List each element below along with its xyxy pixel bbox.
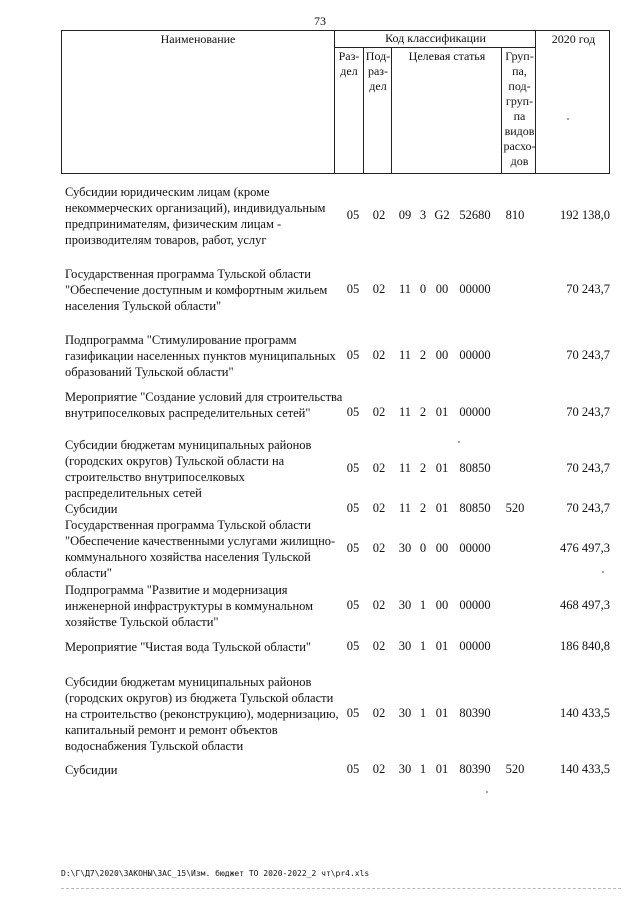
header-name-cell bbox=[62, 31, 334, 173]
header-podrazdel: Под- раз- дел bbox=[363, 47, 392, 173]
table-row bbox=[61, 437, 610, 503]
row-name: Субсидии юридическим лицам (кроме некоммерческих организаций), индивидуальным предпринимателям, физическим лицам - производителям товаров, работ, услуг bbox=[65, 185, 326, 247]
row-amount: 70 243,7 bbox=[566, 405, 610, 419]
row-amount: 140 433,5 bbox=[560, 706, 610, 720]
row-name: Подпрограмма "Стимулирование программ газификации населенных пунктов муниципальных образований Тульской области" bbox=[65, 333, 336, 379]
row-target-program: 30 bbox=[398, 762, 412, 776]
header-classification: Код классификации bbox=[335, 31, 536, 48]
row-target-code: 00000 bbox=[459, 348, 491, 362]
row-amount: 70 243,7 bbox=[566, 282, 610, 296]
table-header bbox=[61, 30, 610, 174]
row-target-event: 01 bbox=[435, 405, 449, 419]
header-gruppa: Груп- па, под- груп- па видов расхо- дов bbox=[501, 47, 537, 173]
row-target-code: 80850 bbox=[459, 461, 491, 475]
row-target-event: 01 bbox=[435, 501, 449, 515]
row-podrazdel: 02 bbox=[372, 348, 386, 362]
row-podrazdel: 02 bbox=[372, 282, 386, 296]
row-target-code: 00000 bbox=[459, 598, 491, 612]
row-target-event: 01 bbox=[435, 762, 449, 776]
table-row bbox=[61, 266, 610, 316]
row-target-event: 00 bbox=[435, 282, 449, 296]
row-target-subprogram: 1 bbox=[419, 762, 427, 776]
row-name: Субсидии бюджетам муниципальных районов (городских округов) Тульской области на строительство внутрипоселковых распределительных сетей bbox=[65, 438, 312, 500]
row-amount: 70 243,7 bbox=[566, 348, 610, 362]
row-target-event: 00 bbox=[435, 348, 449, 362]
row-amount: 186 840,8 bbox=[560, 639, 610, 653]
row-target-event: 00 bbox=[435, 598, 449, 612]
row-target-subprogram: 2 bbox=[419, 348, 427, 362]
row-target-program: 11 bbox=[398, 461, 412, 475]
scan-speck bbox=[458, 441, 460, 443]
scan-speck bbox=[567, 118, 569, 120]
row-name: Субсидии бюджетам муниципальных районов (городских округов) из бюджета Тульской области на строительство (реконструкцию), модернизацию, капитальный ремонт и ремонт объектов водоснабжения Тульской области bbox=[65, 675, 339, 753]
row-name: Государственная программа Тульской области "Обеспечение качественными услугами жилищно-коммунального хозяйства населения Тульской области" bbox=[65, 518, 336, 580]
table-row bbox=[61, 517, 610, 583]
row-razdel: 05 bbox=[346, 348, 360, 362]
row-target-subprogram: 1 bbox=[419, 598, 427, 612]
row-name: Субсидии bbox=[65, 502, 118, 516]
row-podrazdel: 02 bbox=[372, 762, 386, 776]
row-razdel: 05 bbox=[346, 501, 360, 515]
row-target-code: 00000 bbox=[459, 282, 491, 296]
row-name: Мероприятие "Создание условий для строительства внутрипоселковых распределительных сетей" bbox=[65, 390, 343, 420]
row-razdel: 05 bbox=[346, 208, 360, 222]
header-classification-cell bbox=[334, 31, 536, 173]
row-expense-group: 810 bbox=[505, 208, 525, 222]
table-row bbox=[61, 639, 610, 657]
row-name: Государственная программа Тульской области "Обеспечение доступным и комфортным жильем населения Тульской области" bbox=[65, 267, 328, 313]
row-target-program: 11 bbox=[398, 405, 412, 419]
table-row bbox=[61, 184, 610, 250]
row-target-subprogram: 2 bbox=[419, 461, 427, 475]
row-target-subprogram: 1 bbox=[419, 639, 427, 653]
row-name: Субсидии bbox=[65, 763, 118, 777]
row-target-subprogram: 0 bbox=[419, 541, 427, 555]
file-path-footer: D:\Г\Д7\2020\ЗАКОНЫ\ЗАС_15\Изм. бюджет ТО 2020-2022_2 чт\pr4.xls bbox=[61, 869, 370, 878]
row-amount: 192 138,0 bbox=[560, 208, 610, 222]
row-amount: 468 497,3 bbox=[560, 598, 610, 612]
row-razdel: 05 bbox=[346, 541, 360, 555]
row-razdel: 05 bbox=[346, 405, 360, 419]
row-target-program: 11 bbox=[398, 348, 412, 362]
row-target-program: 30 bbox=[398, 598, 412, 612]
row-target-code: 80850 bbox=[459, 501, 491, 515]
row-target-event: 01 bbox=[435, 461, 449, 475]
row-podrazdel: 02 bbox=[372, 501, 386, 515]
row-razdel: 05 bbox=[346, 598, 360, 612]
bottom-divider bbox=[61, 888, 621, 889]
scan-speck bbox=[486, 791, 488, 793]
header-year: 2020 год bbox=[551, 32, 596, 46]
row-podrazdel: 02 bbox=[372, 405, 386, 419]
row-razdel: 05 bbox=[346, 282, 360, 296]
row-target-event: 01 bbox=[435, 639, 449, 653]
row-target-program: 11 bbox=[398, 282, 412, 296]
row-target-event: 00 bbox=[435, 541, 449, 555]
row-razdel: 05 bbox=[346, 706, 360, 720]
row-name: Мероприятие "Чистая вода Тульской области" bbox=[65, 640, 312, 654]
row-target-program: 30 bbox=[398, 541, 412, 555]
row-podrazdel: 02 bbox=[372, 461, 386, 475]
row-target-program: 11 bbox=[398, 501, 412, 515]
header-year-cell bbox=[535, 31, 611, 173]
row-target-event: 01 bbox=[435, 706, 449, 720]
row-target-program: 30 bbox=[398, 639, 412, 653]
row-target-code: 80390 bbox=[459, 706, 491, 720]
row-name: Подпрограмма "Развитие и модернизация инженерной инфраструктуры в коммунальном хозяйстве Тульской области" bbox=[65, 583, 314, 629]
table-row bbox=[61, 674, 610, 756]
row-amount: 140 433,5 bbox=[560, 762, 610, 776]
row-amount: 70 243,7 bbox=[566, 461, 610, 475]
row-target-code: 80390 bbox=[459, 762, 491, 776]
row-podrazdel: 02 bbox=[372, 598, 386, 612]
row-target-code: 00000 bbox=[459, 405, 491, 419]
row-target-subprogram: 0 bbox=[419, 282, 427, 296]
row-razdel: 05 bbox=[346, 639, 360, 653]
header-name: Наименование bbox=[160, 32, 236, 46]
row-podrazdel: 02 bbox=[372, 639, 386, 653]
header-razdel: Раз- дел bbox=[338, 49, 360, 78]
row-target-subprogram: 2 bbox=[419, 405, 427, 419]
row-target-program: 30 bbox=[398, 706, 412, 720]
table-row bbox=[61, 332, 610, 382]
row-expense-group: 520 bbox=[505, 762, 525, 776]
row-target-code: 00000 bbox=[459, 541, 491, 555]
row-amount: 476 497,3 bbox=[560, 541, 610, 555]
row-razdel: 05 bbox=[346, 762, 360, 776]
row-podrazdel: 02 bbox=[372, 541, 386, 555]
row-podrazdel: 02 bbox=[372, 208, 386, 222]
table-row bbox=[61, 389, 610, 439]
row-expense-group: 520 bbox=[505, 501, 525, 515]
row-target-subprogram: 3 bbox=[419, 208, 427, 222]
row-target-event: G2 bbox=[434, 208, 450, 222]
row-target-subprogram: 1 bbox=[419, 706, 427, 720]
row-target-program: 09 bbox=[398, 208, 412, 222]
row-podrazdel: 02 bbox=[372, 706, 386, 720]
page-number: 73 bbox=[314, 14, 326, 28]
row-target-code: 00000 bbox=[459, 639, 491, 653]
scan-speck bbox=[602, 571, 604, 573]
table-row bbox=[61, 762, 610, 780]
row-target-subprogram: 2 bbox=[419, 501, 427, 515]
row-amount: 70 243,7 bbox=[566, 501, 610, 515]
row-razdel: 05 bbox=[346, 461, 360, 475]
table-row bbox=[61, 582, 610, 632]
header-tselevaya: Целевая статья bbox=[391, 47, 502, 173]
row-target-code: 52680 bbox=[459, 208, 491, 222]
